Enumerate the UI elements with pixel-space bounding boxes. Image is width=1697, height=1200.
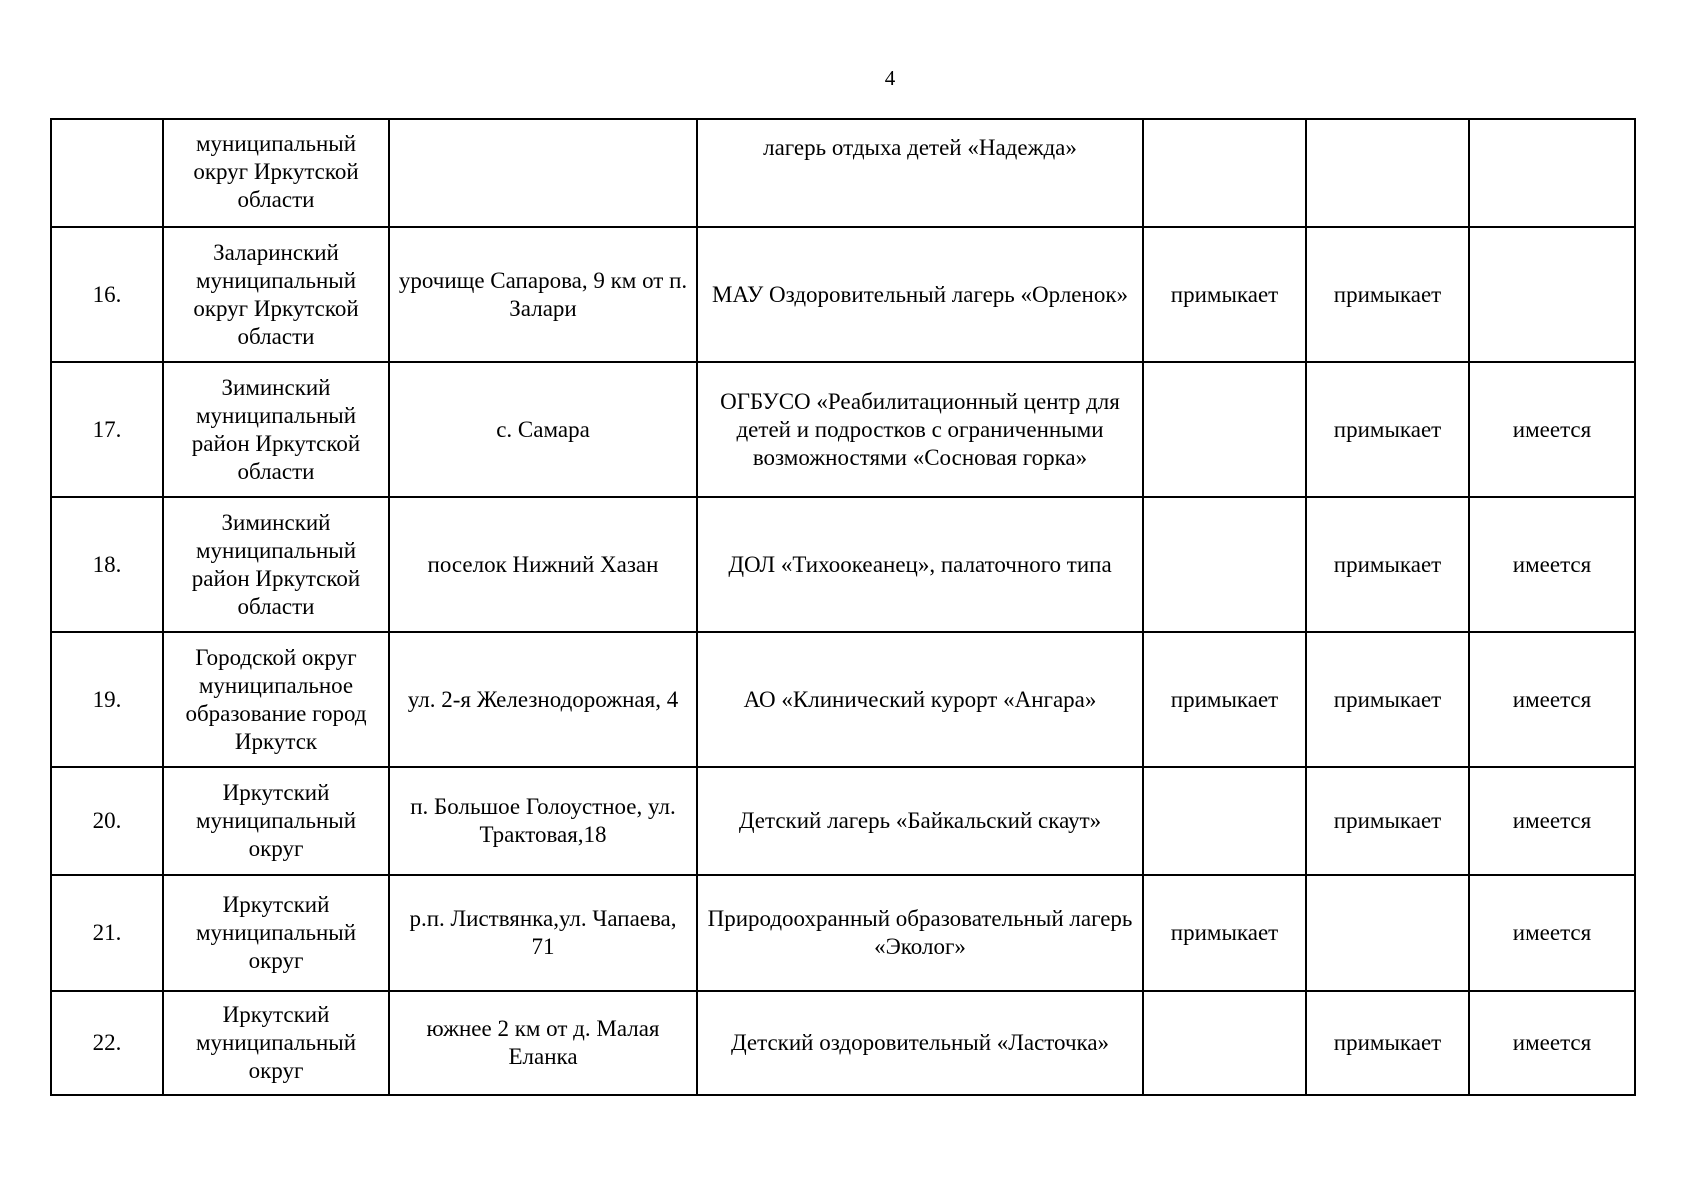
status-cell-3: имеется: [1469, 632, 1635, 767]
address-cell: ул. 2-я Железнодорожная, 4: [389, 632, 697, 767]
address-cell: п. Большое Голоустное, ул. Трактовая,18: [389, 767, 697, 875]
row-number: 21.: [51, 875, 163, 991]
district-cell: Иркутский муниципальный округ: [163, 991, 389, 1095]
table-row: [51, 497, 1635, 632]
camp-name-cell: Природоохранный образовательный лагерь «Эколог»: [697, 875, 1143, 991]
status-cell-2: примыкает: [1306, 497, 1469, 632]
camp-name-cell: МАУ Оздоровительный лагерь «Орленок»: [697, 227, 1143, 362]
table-row: [51, 767, 1635, 875]
district-cell: Заларинский муниципальный округ Иркутской области: [163, 227, 389, 362]
row-number: 17.: [51, 362, 163, 497]
status-cell-1: примыкает: [1143, 632, 1306, 767]
table-row: [51, 991, 1635, 1095]
address-cell: [389, 119, 697, 227]
status-cell-3: [1469, 119, 1635, 227]
camps-table: [50, 118, 1636, 1096]
status-cell-2: примыкает: [1306, 767, 1469, 875]
status-cell-3: имеется: [1469, 497, 1635, 632]
status-cell-3: имеется: [1469, 767, 1635, 875]
district-cell: Зиминский муниципальный район Иркутской области: [163, 497, 389, 632]
camp-name-cell: АО «Клинический курорт «Ангара»: [697, 632, 1143, 767]
status-cell-1: [1143, 767, 1306, 875]
status-cell-1: примыкает: [1143, 227, 1306, 362]
address-cell: урочище Сапарова, 9 км от п. Залари: [389, 227, 697, 362]
district-cell: Городской округ муниципальное образование город Иркутск: [163, 632, 389, 767]
row-number: 22.: [51, 991, 163, 1095]
status-cell-1: примыкает: [1143, 875, 1306, 991]
status-cell-2: примыкает: [1306, 632, 1469, 767]
status-cell-1: [1143, 991, 1306, 1095]
address-cell: поселок Нижний Хазан: [389, 497, 697, 632]
address-cell: южнее 2 км от д. Малая Еланка: [389, 991, 697, 1095]
row-number: [51, 119, 163, 227]
district-cell: Зиминский муниципальный район Иркутской области: [163, 362, 389, 497]
table-row: [51, 227, 1635, 362]
table-row: [51, 362, 1635, 497]
page-number: 4: [884, 66, 896, 90]
status-cell-2: примыкает: [1306, 362, 1469, 497]
camp-name-cell: Детский лагерь «Байкальский скаут»: [697, 767, 1143, 875]
table-row: [51, 875, 1635, 991]
status-cell-3: имеется: [1469, 991, 1635, 1095]
table-row: [51, 119, 1635, 227]
address-cell: р.п. Листвянка,ул. Чапаева, 71: [389, 875, 697, 991]
row-number: 16.: [51, 227, 163, 362]
camp-name-cell: ДОЛ «Тихоокеанец», палаточного типа: [697, 497, 1143, 632]
district-cell: муниципальный округ Иркутской области: [163, 119, 389, 227]
status-cell-2: примыкает: [1306, 227, 1469, 362]
status-cell-1: [1143, 119, 1306, 227]
status-cell-2: [1306, 875, 1469, 991]
address-cell: с. Самара: [389, 362, 697, 497]
district-cell: Иркутский муниципальный округ: [163, 767, 389, 875]
row-number: 19.: [51, 632, 163, 767]
status-cell-2: [1306, 119, 1469, 227]
camp-name-cell: Детский оздоровительный «Ласточка»: [697, 991, 1143, 1095]
status-cell-3: [1469, 227, 1635, 362]
status-cell-1: [1143, 497, 1306, 632]
status-cell-3: имеется: [1469, 362, 1635, 497]
table-row: [51, 632, 1635, 767]
camp-name-cell: ОГБУСО «Реабилитационный центр для детей и подростков с ограниченными возможностями «Сосновая горка»: [697, 362, 1143, 497]
district-cell: Иркутский муниципальный округ: [163, 875, 389, 991]
camp-name-cell: лагерь отдыха детей «Надежда»: [697, 119, 1143, 227]
status-cell-2: примыкает: [1306, 991, 1469, 1095]
row-number: 18.: [51, 497, 163, 632]
row-number: 20.: [51, 767, 163, 875]
status-cell-1: [1143, 362, 1306, 497]
status-cell-3: имеется: [1469, 875, 1635, 991]
